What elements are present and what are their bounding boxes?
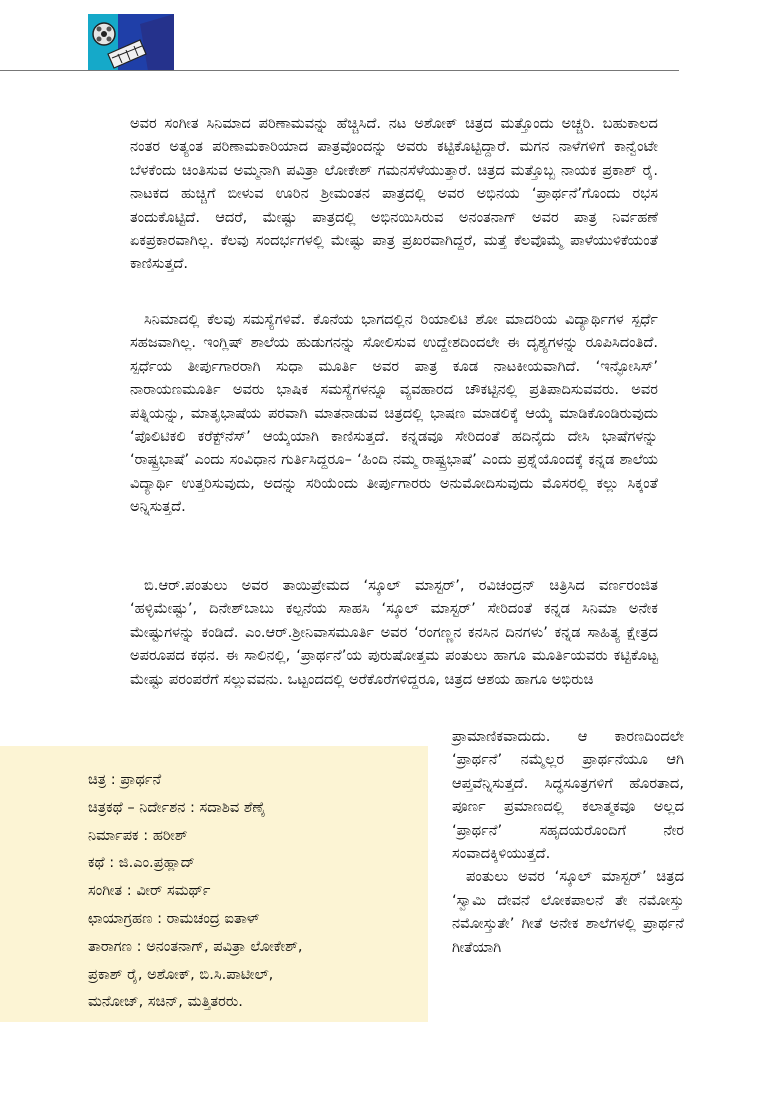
credit-cast-line-3: ಮನೋಜ್, ಸಚಿನ್, ಮತ್ತಿತರರು. xyxy=(88,993,243,1011)
article-paragraph-3: ಬಿ.ಆರ್.ಪಂತುಲು ಅವರ ತಾಯಿಪ್ರೇಮದ ‘ಸ್ಕೂಲ್ ಮಾಸ್ಟರ್’, ರವಿಚಂದ್ರನ್ ಚಿತ್ರಿಸಿದ ವರ್ಣರಂಜಿತ ‘ಹಳ್ಳಿಮೇಷ್ಟು’, ದಿನೇಶ್‌ಬಾಬು ಕಲ್ಪನೆಯ ಸಾಹಸಿ ‘ಸ್ಕೂಲ್ ಮಾಸ್ಟರ್’ ಸೇರಿದಂತೆ ಕನ್ನಡ ಸಿನಿಮಾ ಅನೇಕ ಮೇಷ್ಟುಗಳನ್ನು ಕಂಡಿದೆ. ಎಂ.ಆರ್.ಶ್ರೀನಿವಾಸಮೂರ್ತಿ ಅವರ ‘ರಂಗಣ್ಣನ ಕನಸಿನ ದಿನಗಳು’ ಕನ್ನಡ ಸಾಹಿತ್ಯ ಕ್ಷೇತ್ರದ ಅಪರೂಪದ ಕಥನ. ಈ ಸಾಲಿನಲ್ಲಿ, ‘ಪ್ರಾರ್ಥನೆ’ಯ ಪುರುಷೋತ್ತಮ ಪಂತುಲು ಹಾಗೂ ಮೂರ್ತಿಯವರು ಕಟ್ಟಿಕೊಟ್ಟ ಮೇಷ್ಟು ಪರಂಪರೆಗೆ ಸಲ್ಲುವವನು. ಒಟ್ಟಂದದಲ್ಲಿ ಅರೆಕೊರೆಗಳಿದ್ದರೂ, ಚಿತ್ರದ ಆಶಯ ಹಾಗೂ ಅಭಿರುಚಿ xyxy=(130,577,658,688)
credit-cast-line-2: ಪ್ರಕಾಶ್ ರೈ, ಅಶೋಕ್, ಬಿ.ಸಿ.ಪಾಟೀಲ್, xyxy=(88,965,274,983)
right-column xyxy=(452,725,684,959)
credit-film: ಚಿತ್ರ : ಪ್ರಾರ್ಥನೆ xyxy=(88,771,162,788)
film-reel-camera-icon xyxy=(88,14,174,71)
article-paragraph-1: ಅವರ ಸಂಗೀತ ಸಿನಿಮಾದ ಪರಿಣಾಮವನ್ನು ಹೆಚ್ಚಿಸಿದೆ. ನಟ ಅಶೋಕ್ ಚಿತ್ರದ ಮತ್ತೊಂದು ಅಚ್ಚರಿ. ಬಹುಕಾಲದ ನಂತರ ಅತ್ಯಂತ ಪರಿಣಾಮಕಾರಿಯಾದ ಪಾತ್ರವೊಂದನ್ನು ಅವರು ಕಟ್ಟಿಕೊಟ್ಟಿದ್ದಾರೆ. ಮಗನ ನಾಳೆಗಳಿಗೆ ಕಾನ್ವೆಂಟೇ ಬೆಳಕೆಂದು ಚಿಂತಿಸುವ ಅಮ್ಮನಾಗಿ ಪವಿತ್ರಾ ಲೋಕೇಶ್ ಗಮನಸೆಳೆಯುತ್ತಾರೆ. ಚಿತ್ರದ ಮತ್ತೊಬ್ಬ ನಾಯಕ ಪ್ರಕಾಶ್ ರೈ. ನಾಟಕದ ಹುಚ್ಚಿಗೆ ಬೀಳುವ ಊರಿನ ಶ್ರೀಮಂತನ ಪಾತ್ರದಲ್ಲಿ ಅವರ ಅಭಿನಯ ‘ಪ್ರಾರ್ಥನೆ’ಗೊಂದು ರಭಸ ತಂದುಕೊಟ್ಟಿದೆ. ಆದರೆ, ಮೇಷ್ಟು ಪಾತ್ರದಲ್ಲಿ ಅಭಿನಯಿಸಿರುವ ಅನಂತನಾಗ್ ಅವರ ಪಾತ್ರ ನಿರ್ವಹಣೆ ಏಕಪ್ರಕಾರವಾಗಿಲ್ಲ. ಕೆಲವು ಸಂದರ್ಭಗಳಲ್ಲಿ ಮೇಷ್ಟು ಪಾತ್ರ ಪ್ರಖರವಾಗಿದ್ದರೆ, ಮತ್ತೆ ಕೆಲವೊಮ್ಮೆ ಪಾಳೆಯುಳಿಕೆಯಂತೆ ಕಾಣಿಸುತ್ತದೆ. xyxy=(130,115,658,273)
credit-screenplay-direction: ಚಿತ್ರಕಥೆ – ನಿರ್ದೇಶನ : ಸದಾಶಿವ ಶೆಣೈ xyxy=(88,798,266,816)
credit-producer: ನಿರ್ಮಾಪಕ : ಹರೀಶ್ xyxy=(88,826,188,844)
header-rule xyxy=(0,70,679,71)
credit-cast-line-1: ತಾರಾಗಣ : ಅನಂತನಾಗ್, ಪವಿತ್ರಾ ಲೋಕೇಶ್, xyxy=(88,937,303,955)
article-paragraph-2: ಸಿನಿಮಾದಲ್ಲಿ ಕೆಲವು ಸಮಸ್ಯೆಗಳಿವೆ. ಕೊನೆಯ ಭಾಗದಲ್ಲಿನ ರಿಯಾಲಿಟಿ ಶೋ ಮಾದರಿಯ ವಿದ್ಯಾರ್ಥಿಗಳ ಸ್ಪರ್ಧೆ ಸಹಜವಾಗಿಲ್ಲ. ಇಂಗ್ಲಿಷ್ ಶಾಲೆಯ ಹುಡುಗನನ್ನು ಸೋಲಿಸುವ ಉದ್ದೇಶದಿಂದಲೇ ಈ ದೃಶ್ಯಗಳನ್ನು ರೂಪಿಸಿದಂತಿದೆ. ಸ್ಪರ್ಧೆಯ ತೀರ್ಪುಗಾರರಾಗಿ ಸುಧಾ ಮೂರ್ತಿ ಅವರ ಪಾತ್ರ ಕೂಡ ನಾಟಕೀಯವಾಗಿದೆ. ‘ಇನ್ಫೋಸಿಸ್’ ನಾರಾಯಣಮೂರ್ತಿ ಅವರು ಭಾಷಿಕ ಸಮಸ್ಯೆಗಳನ್ನೂ ವ್ಯವಹಾರದ ಚೌಕಟ್ಟಿನಲ್ಲಿ ಪ್ರತಿಪಾದಿಸುವವರು. ಅವರ ಪತ್ನಿಯನ್ನು, ಮಾತೃಭಾಷೆಯ ಪರವಾಗಿ ಮಾತನಾಡುವ ಚಿತ್ರದಲ್ಲಿ ಭಾಷಣ ಮಾಡಲಿಕ್ಕೆ ಆಯ್ಕೆ ಮಾಡಿಕೊಂಡಿರುವುದು ‘ಪೊಲಿಟಿಕಲಿ ಕರೆಕ್ಟ್‌ನೆಸ್’ ಆಯ್ಕೆಯಾಗಿ ಕಾಣಿಸುತ್ತದೆ. ಕನ್ನಡವೂ ಸೇರಿದಂತೆ ಹದಿನೈದು ದೇಸಿ ಭಾಷೆಗಳನ್ನು ‘ರಾಷ್ಟ್ರಭಾಷೆ’ ಎಂದು ಸಂವಿಧಾನ ಗುರ್ತಿಸಿದ್ದರೂ– ‘ಹಿಂದಿ ನಮ್ಮ ರಾಷ್ಟ್ರಭಾಷೆ’ ಎಂದು ಪ್ರಶ್ನೆಯೊಂದಕ್ಕೆ ಕನ್ನಡ ಶಾಲೆಯ ವಿದ್ಯಾರ್ಥಿ ಉತ್ತರಿಸುವುದು, ಅದನ್ನು ಸರಿಯೆಂದು ತೀರ್ಪುಗಾರರು ಅನುಮೋದಿಸುವುದು ಮೊಸರಲ್ಲಿ ಕಲ್ಲು ಸಿಕ್ಕಂತೆ ಅನ್ನಿಸುತ್ತದೆ. xyxy=(130,311,658,516)
column-paragraph-2: ಪಂತುಲು ಅವರ ‘ಸ್ಕೂಲ್ ಮಾಸ್ಟರ್’ ಚಿತ್ರದ ‘ಸ್ವಾಮಿ ದೇವನೆ ಲೋಕಪಾಲನೆ ತೇ ನಮೋಸ್ತು ನಮೋಸ್ತುತೇ’ ಗೀತೆ ಅನೇಕ ಶಾಲೆಗಳಲ್ಲಿ ಪ್ರಾರ್ಥನೆ ಗೀತೆಯಾಗಿ xyxy=(452,868,684,956)
film-credits-box xyxy=(0,746,428,1022)
credit-story: ಕಥೆ : ಜಿ.ಎಂ.ಪ್ರಹ್ಲಾದ್ xyxy=(88,854,195,872)
credit-music: ಸಂಗೀತ : ವೀರ್ ಸಮರ್ಥ್ xyxy=(88,882,211,900)
column-paragraph-1: ಪ್ರಾಮಾಣಿಕವಾದುದು. ಆ ಕಾರಣದಿಂದಲೇ ‘ಪ್ರಾರ್ಥನೆ’ ನಮ್ಮೆಲ್ಲರ ಪ್ರಾರ್ಥನೆಯೂ ಆಗಿ ಆಪ್ತವೆನ್ನಿಸುತ್ತದೆ. ಸಿದ್ಧಸೂತ್ರಗಳಿಗೆ ಹೊರತಾದ, ಪೂರ್ಣ ಪ್ರಮಾಣದಲ್ಲಿ ಕಲಾತ್ಮಕವೂ ಅಲ್ಲದ ‘ಪ್ರಾರ್ಥನೆ’ ಸಹೃದಯರೊಂದಿಗೆ ನೇರ ಸಂವಾದಕ್ಕಿಳಿಯುತ್ತದೆ. xyxy=(452,728,684,863)
credit-cinematography: ಛಾಯಾಗ್ರಹಣ : ರಾಮಚಂದ್ರ ಐತಾಳ್ xyxy=(88,909,260,927)
